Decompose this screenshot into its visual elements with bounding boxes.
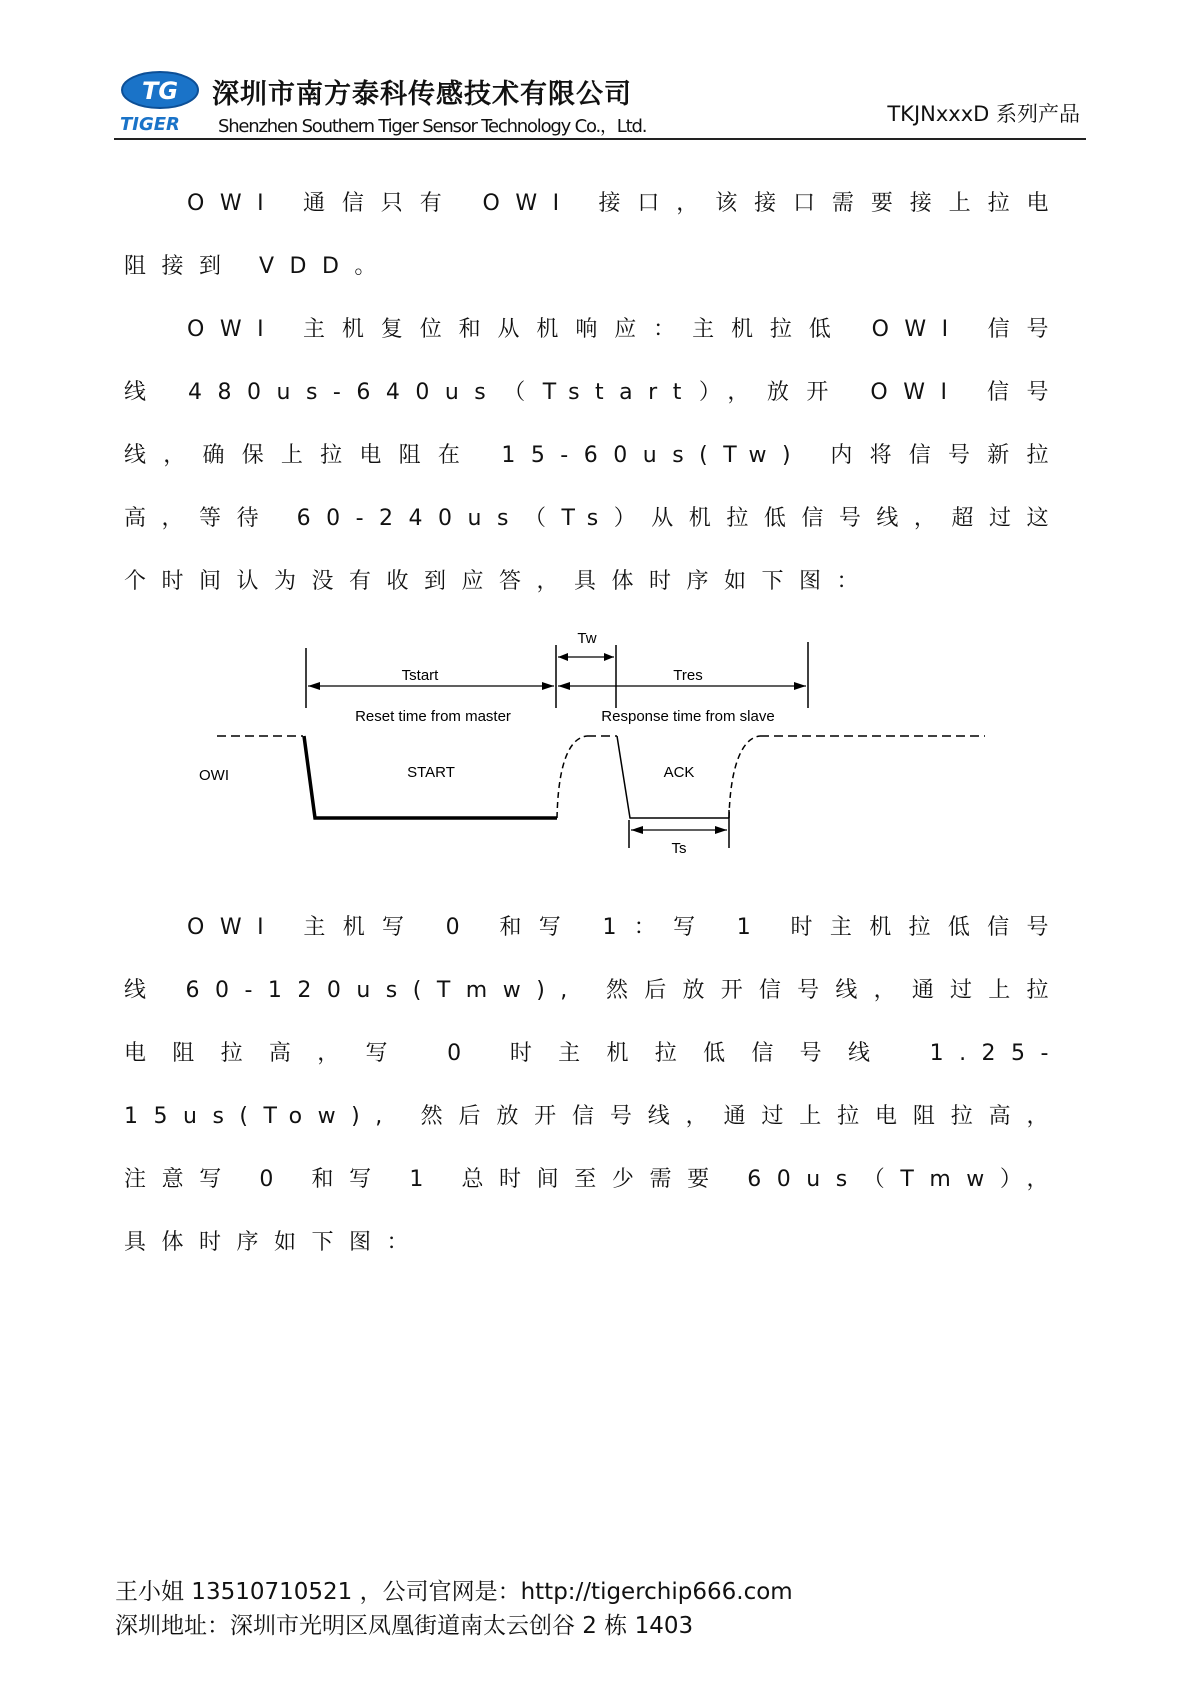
start-label: START xyxy=(407,764,455,781)
company-name-cn: 深圳市南方泰科传感技术有限公司 xyxy=(212,79,632,110)
owi-signal-label: OWI xyxy=(199,767,229,784)
paragraph-owi-interface xyxy=(124,172,1064,298)
page-header xyxy=(0,0,1190,145)
tstart-label: Tstart xyxy=(401,667,439,684)
header-divider xyxy=(114,138,1086,140)
page-footer xyxy=(115,1575,793,1643)
paragraph-write-0-1 xyxy=(124,896,1064,1274)
ack-label: ACK xyxy=(663,764,695,781)
tiger-logo xyxy=(118,68,200,132)
footer-address: 深圳地址：深圳市光明区凤凰街道南太云创谷 2 栋 1403 xyxy=(115,1613,694,1639)
paragraph-reset-response xyxy=(124,298,1064,613)
tres-label: Tres xyxy=(673,667,703,684)
footer-contact: 王小姐 13510710521 ，公司官网是：http://tigerchip666.com xyxy=(115,1579,793,1605)
paragraph-3-text: OWI 主机写 0 和写 1：写 1 时主机拉低信号线 60-120us(Tmw), 然后放开信号线，通过上拉电阻拉高，写 0 时主机拉低信号线 1.25-15us(Tow), 然后放开信号线，通过上拉电阻拉高，注意写 0 和写 1 总时间至少需要 60us（Tmw），具体时序如下图： xyxy=(124,915,1064,1255)
paragraph-2-text: OWI 主机复位和从机响应：主机拉低 OWI 信号线 480us-640us（Tstart），放开 OWI 信号线，确保上拉电阻在 15-60us(Tw) 内将信号新拉高，等待 60-240us（Ts）从机拉低信号线，超过这个时间认为没有收到应答，具体时序如下图： xyxy=(124,317,1064,594)
product-series: TKJNxxxD 系列产品 xyxy=(887,102,1080,126)
logo-brand: TIGER xyxy=(120,114,180,132)
company-name-en: Shenzhen Southern Tiger Sensor Technology Co.，Ltd. xyxy=(218,116,647,137)
tw-label: Tw xyxy=(577,630,597,647)
ts-label: Ts xyxy=(671,840,687,857)
logo-mark: TG xyxy=(141,77,179,105)
response-desc: Response time from slave xyxy=(601,708,775,725)
reset-desc: Reset time from master xyxy=(355,708,511,725)
reset-timing-diagram xyxy=(195,620,995,860)
paragraph-1-text: OWI 通信只有 OWI 接口，该接口需要接上拉电阻接到 VDD。 xyxy=(124,191,1064,279)
